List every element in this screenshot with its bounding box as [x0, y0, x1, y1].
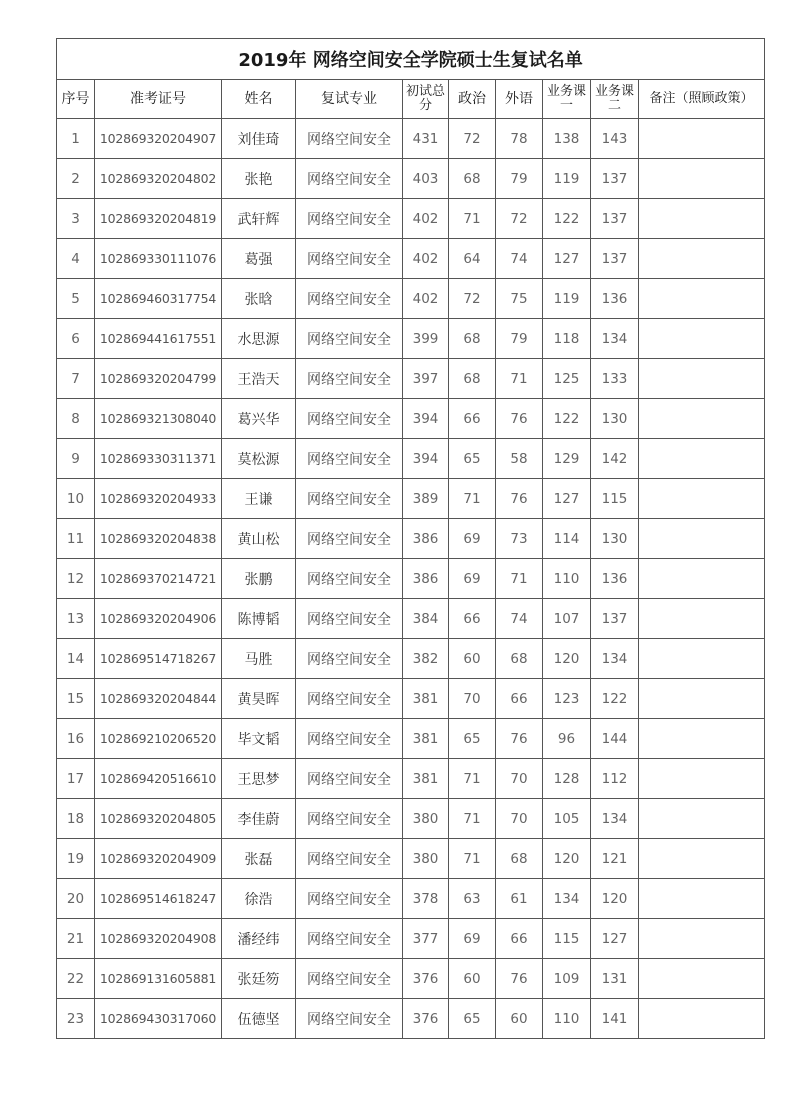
cell-politics: 72 — [449, 119, 496, 159]
cell-name: 张磊 — [222, 839, 296, 879]
cell-remarks — [639, 119, 765, 159]
cell-total-score: 399 — [403, 319, 449, 359]
cell-major: 网络空间安全 — [296, 799, 403, 839]
cell-course-two: 115 — [591, 479, 639, 519]
table-row — [57, 239, 765, 279]
cell-index: 14 — [57, 639, 95, 679]
cell-course-one: 134 — [543, 879, 591, 919]
cell-index: 2 — [57, 159, 95, 199]
cell-course-one: 110 — [543, 559, 591, 599]
cell-course-one: 120 — [543, 639, 591, 679]
cell-exam-number: 102869320204907 — [95, 119, 222, 159]
cell-major: 网络空间安全 — [296, 599, 403, 639]
cell-politics: 60 — [449, 639, 496, 679]
cell-politics: 68 — [449, 319, 496, 359]
cell-total-score: 381 — [403, 759, 449, 799]
cell-exam-number: 102869330311371 — [95, 439, 222, 479]
cell-remarks — [639, 879, 765, 919]
header-politics: 政治 — [449, 80, 496, 119]
cell-politics: 68 — [449, 159, 496, 199]
cell-index: 5 — [57, 279, 95, 319]
cell-politics: 69 — [449, 559, 496, 599]
cell-course-one: 129 — [543, 439, 591, 479]
cell-foreign-language: 66 — [496, 919, 543, 959]
cell-course-one: 119 — [543, 159, 591, 199]
cell-index: 1 — [57, 119, 95, 159]
cell-course-two: 134 — [591, 319, 639, 359]
cell-course-two: 137 — [591, 199, 639, 239]
cell-major: 网络空间安全 — [296, 559, 403, 599]
cell-course-one: 122 — [543, 399, 591, 439]
cell-politics: 64 — [449, 239, 496, 279]
cell-foreign-language: 79 — [496, 159, 543, 199]
cell-total-score: 386 — [403, 519, 449, 559]
cell-course-two: 137 — [591, 159, 639, 199]
cell-major: 网络空间安全 — [296, 639, 403, 679]
cell-remarks — [639, 279, 765, 319]
cell-exam-number: 102869420516610 — [95, 759, 222, 799]
cell-name: 伍德坚 — [222, 999, 296, 1039]
cell-exam-number: 102869320204909 — [95, 839, 222, 879]
header-foreign-language: 外语 — [496, 80, 543, 119]
cell-name: 葛强 — [222, 239, 296, 279]
cell-total-score: 402 — [403, 239, 449, 279]
cell-course-two: 122 — [591, 679, 639, 719]
cell-course-one: 110 — [543, 999, 591, 1039]
cell-politics: 69 — [449, 919, 496, 959]
cell-course-two: 141 — [591, 999, 639, 1039]
table-row — [57, 799, 765, 839]
table-row — [57, 319, 765, 359]
cell-course-one: 114 — [543, 519, 591, 559]
cell-major: 网络空间安全 — [296, 239, 403, 279]
cell-foreign-language: 66 — [496, 679, 543, 719]
cell-total-score: 431 — [403, 119, 449, 159]
table-header-row — [57, 80, 765, 119]
cell-course-two: 136 — [591, 559, 639, 599]
cell-total-score: 376 — [403, 959, 449, 999]
cell-major: 网络空间安全 — [296, 479, 403, 519]
cell-index: 22 — [57, 959, 95, 999]
cell-course-two: 134 — [591, 799, 639, 839]
cell-politics: 69 — [449, 519, 496, 559]
cell-course-two: 130 — [591, 519, 639, 559]
cell-total-score: 402 — [403, 199, 449, 239]
cell-course-two: 127 — [591, 919, 639, 959]
header-remarks: 备注（照顾政策） — [639, 80, 765, 119]
header-major: 复试专业 — [296, 80, 403, 119]
table-row — [57, 599, 765, 639]
cell-major: 网络空间安全 — [296, 279, 403, 319]
cell-name: 徐浩 — [222, 879, 296, 919]
table-body — [57, 119, 765, 1039]
cell-total-score: 402 — [403, 279, 449, 319]
table-row — [57, 879, 765, 919]
cell-remarks — [639, 799, 765, 839]
cell-politics: 71 — [449, 759, 496, 799]
cell-index: 7 — [57, 359, 95, 399]
cell-foreign-language: 70 — [496, 799, 543, 839]
cell-course-one: 123 — [543, 679, 591, 719]
cell-name: 张廷笏 — [222, 959, 296, 999]
cell-foreign-language: 71 — [496, 359, 543, 399]
cell-remarks — [639, 159, 765, 199]
cell-course-one: 105 — [543, 799, 591, 839]
cell-exam-number: 102869370214721 — [95, 559, 222, 599]
cell-total-score: 376 — [403, 999, 449, 1039]
cell-major: 网络空间安全 — [296, 959, 403, 999]
cell-course-one: 120 — [543, 839, 591, 879]
header-exam-number: 准考证号 — [95, 80, 222, 119]
cell-index: 12 — [57, 559, 95, 599]
cell-name: 陈博韬 — [222, 599, 296, 639]
cell-course-two: 133 — [591, 359, 639, 399]
cell-remarks — [639, 479, 765, 519]
cell-name: 李佳蔚 — [222, 799, 296, 839]
cell-major: 网络空间安全 — [296, 199, 403, 239]
table-row — [57, 359, 765, 399]
cell-index: 13 — [57, 599, 95, 639]
cell-course-one: 107 — [543, 599, 591, 639]
cell-remarks — [639, 719, 765, 759]
cell-politics: 70 — [449, 679, 496, 719]
cell-course-one: 125 — [543, 359, 591, 399]
cell-exam-number: 102869321308040 — [95, 399, 222, 439]
table-row — [57, 199, 765, 239]
cell-major: 网络空间安全 — [296, 399, 403, 439]
cell-exam-number: 102869320204844 — [95, 679, 222, 719]
cell-course-one: 119 — [543, 279, 591, 319]
cell-name: 莫松源 — [222, 439, 296, 479]
cell-name: 张艳 — [222, 159, 296, 199]
cell-major: 网络空间安全 — [296, 439, 403, 479]
cell-total-score: 394 — [403, 439, 449, 479]
cell-course-two: 130 — [591, 399, 639, 439]
cell-foreign-language: 79 — [496, 319, 543, 359]
table-row — [57, 559, 765, 599]
cell-foreign-language: 58 — [496, 439, 543, 479]
cell-exam-number: 102869320204819 — [95, 199, 222, 239]
cell-course-one: 122 — [543, 199, 591, 239]
cell-index: 19 — [57, 839, 95, 879]
cell-index: 9 — [57, 439, 95, 479]
document-page — [56, 38, 764, 1039]
cell-politics: 63 — [449, 879, 496, 919]
cell-total-score: 381 — [403, 679, 449, 719]
cell-exam-number: 102869320204838 — [95, 519, 222, 559]
cell-name: 马胜 — [222, 639, 296, 679]
cell-foreign-language: 78 — [496, 119, 543, 159]
cell-foreign-language: 74 — [496, 599, 543, 639]
cell-politics: 71 — [449, 799, 496, 839]
cell-total-score: 397 — [403, 359, 449, 399]
cell-foreign-language: 73 — [496, 519, 543, 559]
cell-total-score: 382 — [403, 639, 449, 679]
cell-politics: 66 — [449, 399, 496, 439]
cell-index: 21 — [57, 919, 95, 959]
table-row — [57, 399, 765, 439]
cell-course-one: 115 — [543, 919, 591, 959]
table-row — [57, 999, 765, 1039]
cell-politics: 65 — [449, 719, 496, 759]
cell-total-score: 386 — [403, 559, 449, 599]
cell-foreign-language: 76 — [496, 959, 543, 999]
cell-exam-number: 102869514618247 — [95, 879, 222, 919]
cell-major: 网络空间安全 — [296, 119, 403, 159]
cell-exam-number: 102869210206520 — [95, 719, 222, 759]
cell-politics: 72 — [449, 279, 496, 319]
table-row — [57, 479, 765, 519]
cell-exam-number: 102869320204802 — [95, 159, 222, 199]
cell-remarks — [639, 199, 765, 239]
table-row — [57, 439, 765, 479]
table-row — [57, 839, 765, 879]
cell-name: 黄山松 — [222, 519, 296, 559]
cell-course-two: 143 — [591, 119, 639, 159]
cell-name: 张晗 — [222, 279, 296, 319]
cell-major: 网络空间安全 — [296, 719, 403, 759]
cell-course-one: 138 — [543, 119, 591, 159]
cell-politics: 71 — [449, 839, 496, 879]
cell-exam-number: 102869320204805 — [95, 799, 222, 839]
cell-total-score: 384 — [403, 599, 449, 639]
document-title: 2019年 网络空间安全学院硕士生复试名单 — [57, 39, 765, 80]
table-row — [57, 519, 765, 559]
cell-remarks — [639, 519, 765, 559]
cell-major: 网络空间安全 — [296, 519, 403, 559]
cell-remarks — [639, 439, 765, 479]
cell-exam-number: 102869330111076 — [95, 239, 222, 279]
cell-name: 张鹏 — [222, 559, 296, 599]
cell-remarks — [639, 599, 765, 639]
cell-index: 11 — [57, 519, 95, 559]
cell-politics: 71 — [449, 199, 496, 239]
cell-course-two: 112 — [591, 759, 639, 799]
cell-politics: 65 — [449, 439, 496, 479]
cell-remarks — [639, 559, 765, 599]
cell-name: 水思源 — [222, 319, 296, 359]
cell-remarks — [639, 359, 765, 399]
cell-total-score: 380 — [403, 799, 449, 839]
cell-exam-number: 102869430317060 — [95, 999, 222, 1039]
cell-index: 6 — [57, 319, 95, 359]
cell-politics: 66 — [449, 599, 496, 639]
cell-course-two: 121 — [591, 839, 639, 879]
cell-foreign-language: 70 — [496, 759, 543, 799]
cell-course-one: 127 — [543, 239, 591, 279]
cell-politics: 68 — [449, 359, 496, 399]
cell-major: 网络空间安全 — [296, 679, 403, 719]
cell-exam-number: 102869514718267 — [95, 639, 222, 679]
cell-name: 王谦 — [222, 479, 296, 519]
cell-remarks — [639, 639, 765, 679]
cell-politics: 71 — [449, 479, 496, 519]
cell-index: 18 — [57, 799, 95, 839]
cell-remarks — [639, 959, 765, 999]
cell-foreign-language: 76 — [496, 719, 543, 759]
cell-remarks — [639, 239, 765, 279]
cell-exam-number: 102869320204908 — [95, 919, 222, 959]
cell-course-two: 120 — [591, 879, 639, 919]
cell-foreign-language: 60 — [496, 999, 543, 1039]
table-row — [57, 159, 765, 199]
cell-exam-number: 102869441617551 — [95, 319, 222, 359]
table-row — [57, 639, 765, 679]
cell-index: 3 — [57, 199, 95, 239]
cell-total-score: 394 — [403, 399, 449, 439]
cell-total-score: 403 — [403, 159, 449, 199]
cell-remarks — [639, 679, 765, 719]
cell-remarks — [639, 399, 765, 439]
cell-foreign-language: 72 — [496, 199, 543, 239]
cell-name: 王浩天 — [222, 359, 296, 399]
cell-exam-number: 102869131605881 — [95, 959, 222, 999]
header-course-one: 业务课一 — [543, 80, 591, 119]
cell-foreign-language: 75 — [496, 279, 543, 319]
admission-table — [56, 38, 765, 1039]
cell-name: 刘佳琦 — [222, 119, 296, 159]
cell-exam-number: 102869320204933 — [95, 479, 222, 519]
cell-major: 网络空间安全 — [296, 359, 403, 399]
cell-total-score: 377 — [403, 919, 449, 959]
cell-course-two: 137 — [591, 239, 639, 279]
cell-course-two: 136 — [591, 279, 639, 319]
cell-exam-number: 102869460317754 — [95, 279, 222, 319]
cell-course-two: 144 — [591, 719, 639, 759]
cell-index: 10 — [57, 479, 95, 519]
cell-foreign-language: 76 — [496, 479, 543, 519]
cell-major: 网络空间安全 — [296, 919, 403, 959]
cell-politics: 65 — [449, 999, 496, 1039]
cell-major: 网络空间安全 — [296, 759, 403, 799]
cell-foreign-language: 76 — [496, 399, 543, 439]
header-index: 序号 — [57, 80, 95, 119]
table-row — [57, 919, 765, 959]
cell-major: 网络空间安全 — [296, 159, 403, 199]
cell-politics: 60 — [449, 959, 496, 999]
cell-total-score: 380 — [403, 839, 449, 879]
cell-remarks — [639, 999, 765, 1039]
cell-course-two: 137 — [591, 599, 639, 639]
cell-course-two: 134 — [591, 639, 639, 679]
cell-major: 网络空间安全 — [296, 839, 403, 879]
cell-major: 网络空间安全 — [296, 879, 403, 919]
cell-remarks — [639, 319, 765, 359]
cell-foreign-language: 74 — [496, 239, 543, 279]
cell-course-one: 96 — [543, 719, 591, 759]
cell-course-two: 131 — [591, 959, 639, 999]
cell-foreign-language: 68 — [496, 639, 543, 679]
header-course-two: 业务课二 — [591, 80, 639, 119]
table-row — [57, 959, 765, 999]
cell-exam-number: 102869320204906 — [95, 599, 222, 639]
cell-remarks — [639, 919, 765, 959]
cell-major: 网络空间安全 — [296, 319, 403, 359]
cell-foreign-language: 71 — [496, 559, 543, 599]
cell-total-score: 378 — [403, 879, 449, 919]
header-total-score: 初试总分 — [403, 80, 449, 119]
table-row — [57, 119, 765, 159]
cell-name: 黄昊晖 — [222, 679, 296, 719]
cell-remarks — [639, 759, 765, 799]
table-row — [57, 759, 765, 799]
cell-name: 武轩辉 — [222, 199, 296, 239]
cell-course-one: 118 — [543, 319, 591, 359]
cell-course-one: 109 — [543, 959, 591, 999]
table-row — [57, 279, 765, 319]
cell-total-score: 389 — [403, 479, 449, 519]
cell-major: 网络空间安全 — [296, 999, 403, 1039]
cell-index: 20 — [57, 879, 95, 919]
cell-name: 葛兴华 — [222, 399, 296, 439]
cell-index: 15 — [57, 679, 95, 719]
cell-foreign-language: 61 — [496, 879, 543, 919]
cell-foreign-language: 68 — [496, 839, 543, 879]
header-name: 姓名 — [222, 80, 296, 119]
cell-course-one: 127 — [543, 479, 591, 519]
cell-exam-number: 102869320204799 — [95, 359, 222, 399]
cell-total-score: 381 — [403, 719, 449, 759]
cell-index: 17 — [57, 759, 95, 799]
table-row — [57, 719, 765, 759]
cell-name: 潘经纬 — [222, 919, 296, 959]
cell-index: 16 — [57, 719, 95, 759]
table-row — [57, 679, 765, 719]
cell-index: 23 — [57, 999, 95, 1039]
cell-course-two: 142 — [591, 439, 639, 479]
cell-course-one: 128 — [543, 759, 591, 799]
cell-index: 4 — [57, 239, 95, 279]
cell-name: 王思梦 — [222, 759, 296, 799]
cell-name: 毕文韬 — [222, 719, 296, 759]
cell-index: 8 — [57, 399, 95, 439]
cell-remarks — [639, 839, 765, 879]
